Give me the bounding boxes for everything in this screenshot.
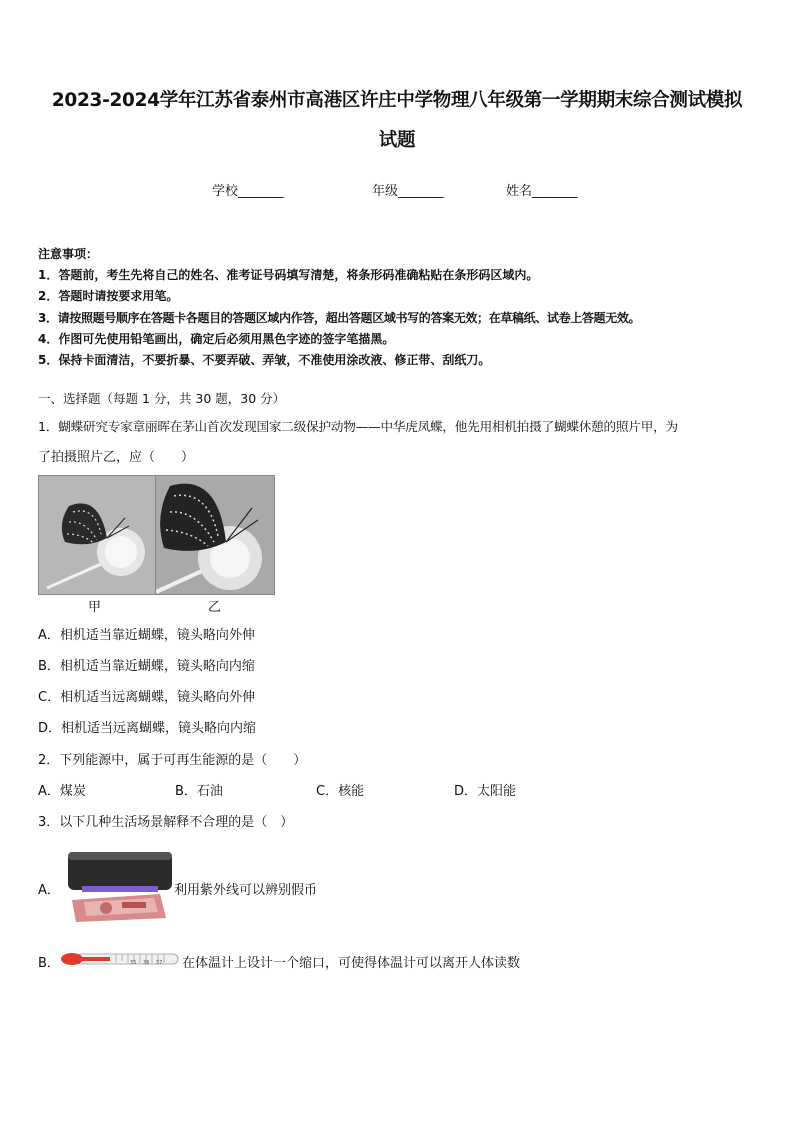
- q3-stem: 3．以下几种生活场景解释不合理的是（ ）: [38, 815, 294, 830]
- section-heading: 一、选择题（每题 1 分，共 30 题，30 分）: [38, 391, 286, 406]
- q3-option-a-letter: A．: [38, 883, 60, 898]
- exam-title-line2: 试题: [378, 130, 416, 151]
- butterfly-image-b: [156, 476, 274, 594]
- notes-heading: 注意事项：: [38, 247, 99, 261]
- butterfly-photo-b: [155, 475, 275, 595]
- exam-title-line1: 2023-2024学年江苏省泰州市高港区许庄中学物理八年级第一学期期末综合测试模拟: [51, 90, 743, 111]
- caption-a: 甲: [88, 600, 102, 615]
- grade-field: 年级_______: [372, 184, 444, 199]
- q1-option-d: D．相机适当远离蝴蝶，镜头略向内缩: [38, 721, 257, 736]
- butterfly-image-a: [39, 476, 157, 594]
- school-field: 学校_______: [212, 184, 284, 199]
- q1-option-b: B．相机适当靠近蝴蝶，镜头略向内缩: [38, 659, 255, 674]
- q2-option-d: D．太阳能: [454, 784, 517, 799]
- clinical-thermometer-image: [60, 951, 180, 967]
- note-item: 2．答题时请按要求用笔。: [38, 289, 179, 304]
- q2-option-b: B．石油: [175, 784, 223, 799]
- thermometer-icon: [60, 951, 180, 967]
- note-item: 5．保持卡面清洁，不要折暴、不要弄破、弄皱，不准使用涂改液、修正带、刮纸刀。: [38, 353, 491, 368]
- q3-option-a-text: 利用紫外线可以辨别假币: [174, 883, 318, 898]
- q3-option-b-text: 在体温计上设计一个缩口，可使得体温计可以离开人体读数: [182, 956, 521, 971]
- q2-option-a: A．煤炭: [38, 784, 86, 799]
- q1-stem-line2: 了拍摄照片乙，应（ ）: [38, 450, 195, 465]
- q2-option-c: C．核能: [316, 784, 365, 799]
- uv-lamp-icon: [62, 848, 174, 924]
- q2-stem: 2．下列能源中，属于可再生能源的是（ ）: [38, 753, 307, 768]
- q1-option-c: C．相机适当远离蝴蝶，镜头略向外伸: [38, 690, 256, 705]
- note-item: 3．请按照题号顺序在答题卡各题目的答题区域内作答，超出答题区域书写的答案无效；在草稿纸、试卷上答题无效。: [38, 310, 641, 325]
- q1-stem-line1: 1．蝴蝶研究专家章丽晖在茅山首次发现国家二级保护动物——中华虎凤蝶，他先用相机拍摄了蝴蝶休憩的照片甲，为: [38, 419, 678, 434]
- caption-b: 乙: [208, 600, 222, 615]
- thermometer-scale: 35 36 37: [130, 960, 163, 966]
- name-field: 姓名_______: [506, 184, 578, 199]
- note-item: 1．答题前，考生先将自己的姓名、准考证号码填写清楚，将条形码准确粘贴在条形码区域内。: [38, 268, 539, 283]
- notes-block: [38, 244, 640, 371]
- uv-money-detector-image: [62, 848, 174, 924]
- butterfly-photo-a: [38, 475, 158, 595]
- q3-option-b-letter: B．: [38, 956, 60, 971]
- q1-option-a: A．相机适当靠近蝴蝶，镜头略向外伸: [38, 628, 255, 643]
- note-item: 4．作图可先使用铅笔画出，确定后必须用黑色字迹的签字笔描黑。: [38, 331, 395, 346]
